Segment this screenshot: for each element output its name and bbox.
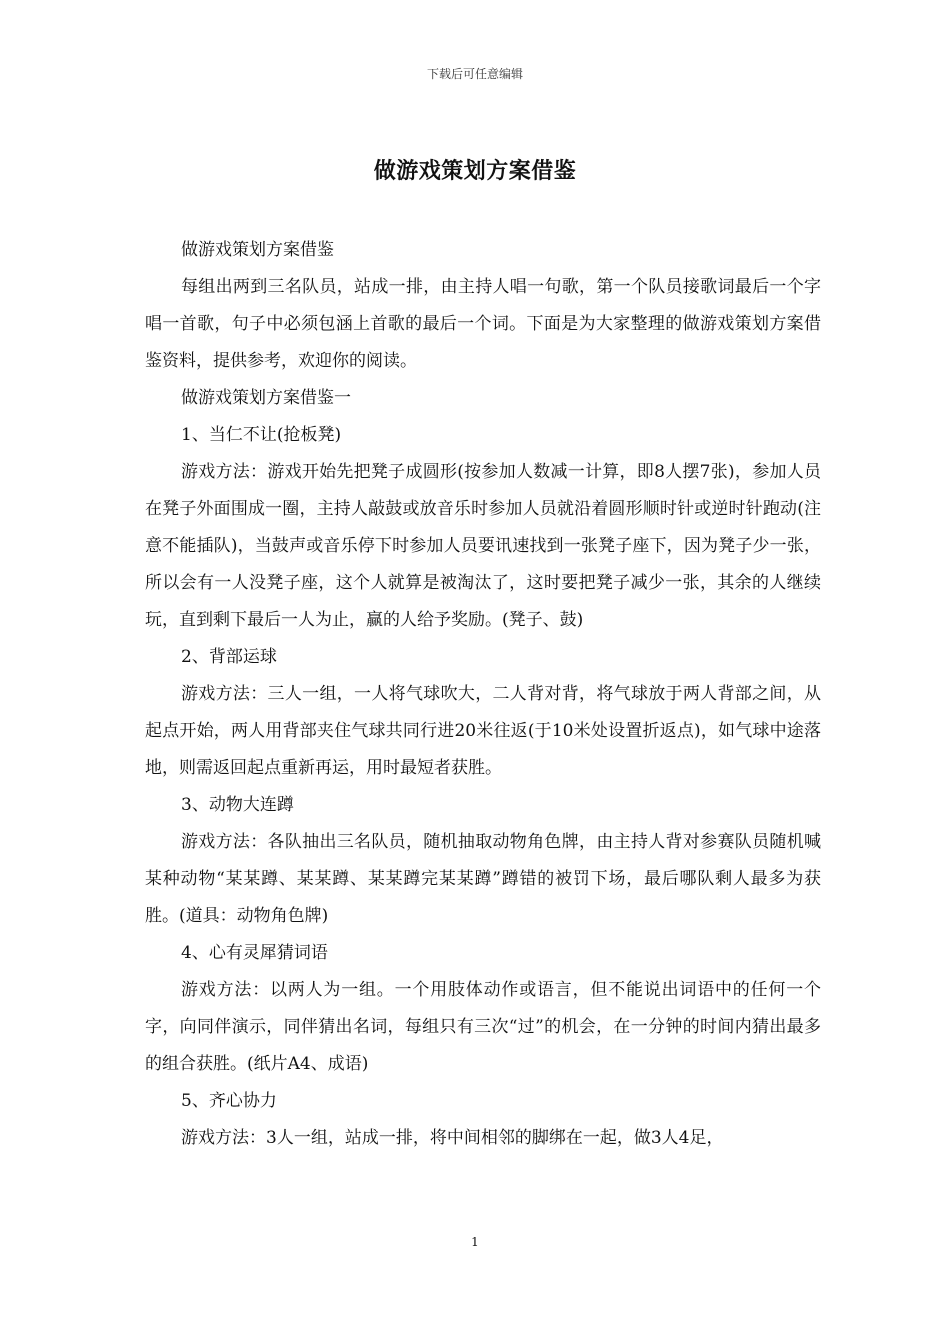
document-title: 做游戏策划方案借鉴 [373, 158, 577, 184]
section-heading: 做游戏策划方案借鉴一 [181, 388, 351, 408]
game-method-5: 游戏方法：3人一组，站成一排，将中间相邻的脚绑在一起，做3人4足， [181, 1128, 724, 1148]
game-heading-4: 4、心有灵犀猜词语 [181, 943, 328, 963]
game-method-4: 游戏方法：以两人为一组。一个用肢体动作或语言，但不能说出词语中的任何一个字，向同伴演示，同伴猜出名词，每组只有三次“过”的机会，在一分钟的时间内猜出最多的组合获胜。(纸片A4、成语) [145, 980, 821, 1074]
game-heading-2: 2、背部运球 [181, 647, 277, 667]
game-heading-5: 5、齐心协力 [181, 1091, 277, 1111]
paragraph-intro-title: 做游戏策划方案借鉴 [181, 240, 334, 260]
game-heading-1: 1、当仁不让(抢板凳) [181, 425, 342, 445]
game-heading-3: 3、动物大连蹲 [181, 795, 294, 815]
game-method-1: 游戏方法：游戏开始先把凳子成圆形(按参加人数减一计算，即8人摆7张)，参加人员在凳子外面围成一圈，主持人敲鼓或放音乐时参加人员就沿着圆形顺时针或逆时针跑动(注意不能插队)，当鼓声或音乐停下时参加人员要讯速找到一张凳子座下，因为凳子少一张，所以会有一人没凳子座，这个人就算是被淘汰了，这时要把凳子减少一张，其余的人继续玩，直到剩下最后一人为止，赢的人给予奖励。(凳子、鼓) [145, 462, 821, 630]
game-method-2: 游戏方法：三人一组，一人将气球吹大，二人背对背，将气球放于两人背部之间，从起点开始，两人用背部夹住气球共同行进20米往返(于10米处设置折返点)，如气球中途落地，则需返回起点重新再运，用时最短者获胜。 [145, 684, 821, 778]
game-method-3: 游戏方法：各队抽出三名队员，随机抽取动物角色牌，由主持人背对参赛队员随机喊某种动物“某某蹲、某某蹲、某某蹲完某某蹲”蹲错的被罚下场，最后哪队剩人最多为获胜。(道具：动物角色牌) [145, 832, 821, 926]
document-body [145, 232, 821, 1157]
page-number: 1 [471, 1235, 479, 1249]
paragraph-intro: 每组出两到三名队员，站成一排，由主持人唱一句歌，第一个队员接歌词最后一个字唱一首歌，句子中必须包涵上首歌的最后一个词。下面是为大家整理的做游戏策划方案借鉴资料，提供参考，欢迎你的阅读。 [145, 277, 821, 371]
page-header-note: 下载后可任意编辑 [426, 67, 523, 81]
